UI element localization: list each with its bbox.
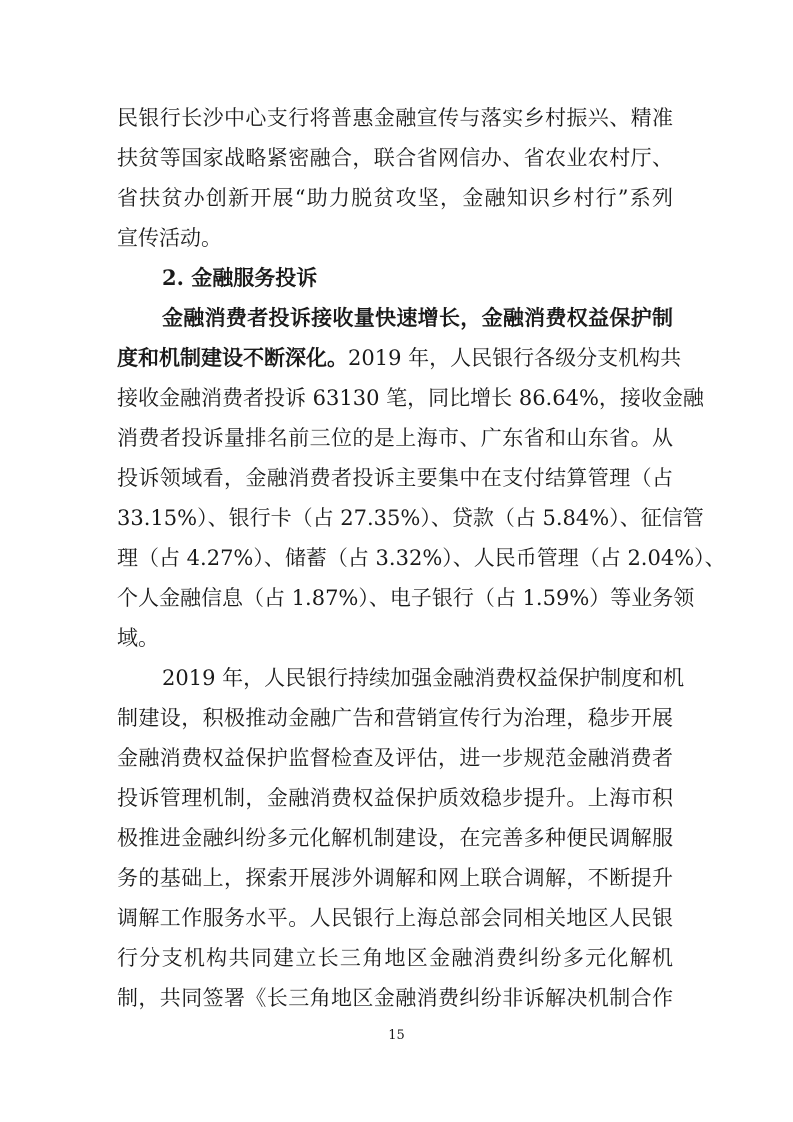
paragraph-3-line-1: 2019 年，人民银行持续加强金融消费权益保护制度和机 bbox=[162, 666, 685, 690]
paragraph-3-line-3: 金融消费权益保护监督检查及评估，进一步规范金融消费者 bbox=[117, 746, 673, 770]
paragraph-3-line-8: 行分支机构共同建立长三角地区金融消费纠纷多元化解机 bbox=[117, 946, 673, 970]
paragraph-3-line-7: 调解工作服务水平。人民银行上海总部会同相关地区人民银 bbox=[117, 906, 673, 930]
paragraph-3-line-5: 极推进金融纠纷多元化解机制建设，在完善多种便民调解服 bbox=[117, 826, 673, 850]
paragraph-3-line-4: 投诉管理机制，金融消费权益保护质效稳步提升。上海市积 bbox=[117, 786, 673, 810]
paragraph-3-line-2: 制建设，积极推动金融广告和营销宣传行为治理，稳步开展 bbox=[117, 706, 673, 730]
page-number: 15 bbox=[388, 1028, 405, 1043]
paragraph-1-line-3: 省扶贫办创新开展“助力脱贫攻坚，金融知识乡村行”系列 bbox=[117, 186, 673, 210]
paragraph-2-line-2-rest: 2019 年，人民银行各级分支机构共 bbox=[348, 346, 682, 370]
paragraph-3-line-9: 制，共同签署《长三角地区金融消费纠纷非诉解决机制合作 bbox=[117, 986, 673, 1010]
paragraph-2-line-4: 消费者投诉量排名前三位的是上海市、广东省和山东省。从 bbox=[117, 426, 673, 450]
paragraph-3-line-6: 务的基础上，探索开展涉外调解和网上联合调解，不断提升 bbox=[117, 866, 673, 890]
paragraph-2-line-9: 域。 bbox=[117, 626, 159, 650]
paragraph-2-line-3: 接收金融消费者投诉 63130 笔，同比增长 86.64%，接收金融 bbox=[117, 386, 704, 410]
paragraph-2-line-8: 个人金融信息（占 1.87%）、电子银行（占 1.59%）等业务领 bbox=[117, 586, 695, 610]
paragraph-2-line-2-bold: 度和机制建设不断深化。 bbox=[117, 345, 348, 370]
section-heading: 2. 金融服务投诉 bbox=[162, 265, 318, 290]
paragraph-2-line-5: 投诉领域看，金融消费者投诉主要集中在支付结算管理（占 bbox=[117, 466, 673, 490]
paragraph-1-line-1: 民银行长沙中心支行将普惠金融宣传与落实乡村振兴、精准 bbox=[117, 106, 673, 130]
paragraph-1-line-4: 宣传活动。 bbox=[117, 226, 222, 250]
paragraph-2-line-7: 理（占 4.27%）、储蓄（占 3.32%）、人民币管理（占 2.04%）、 bbox=[117, 546, 726, 570]
paragraph-1-line-2: 扶贫等国家战略紧密融合，联合省网信办、省农业农村厅、 bbox=[117, 146, 673, 170]
paragraph-2-line-2 bbox=[117, 343, 682, 373]
paragraph-2-line-1-bold: 金融消费者投诉接收量快速增长，金融消费权益保护制 bbox=[162, 305, 673, 330]
paragraph-2-line-6: 33.15%）、银行卡（占 27.35%）、贷款（占 5.84%）、征信管 bbox=[117, 506, 704, 530]
